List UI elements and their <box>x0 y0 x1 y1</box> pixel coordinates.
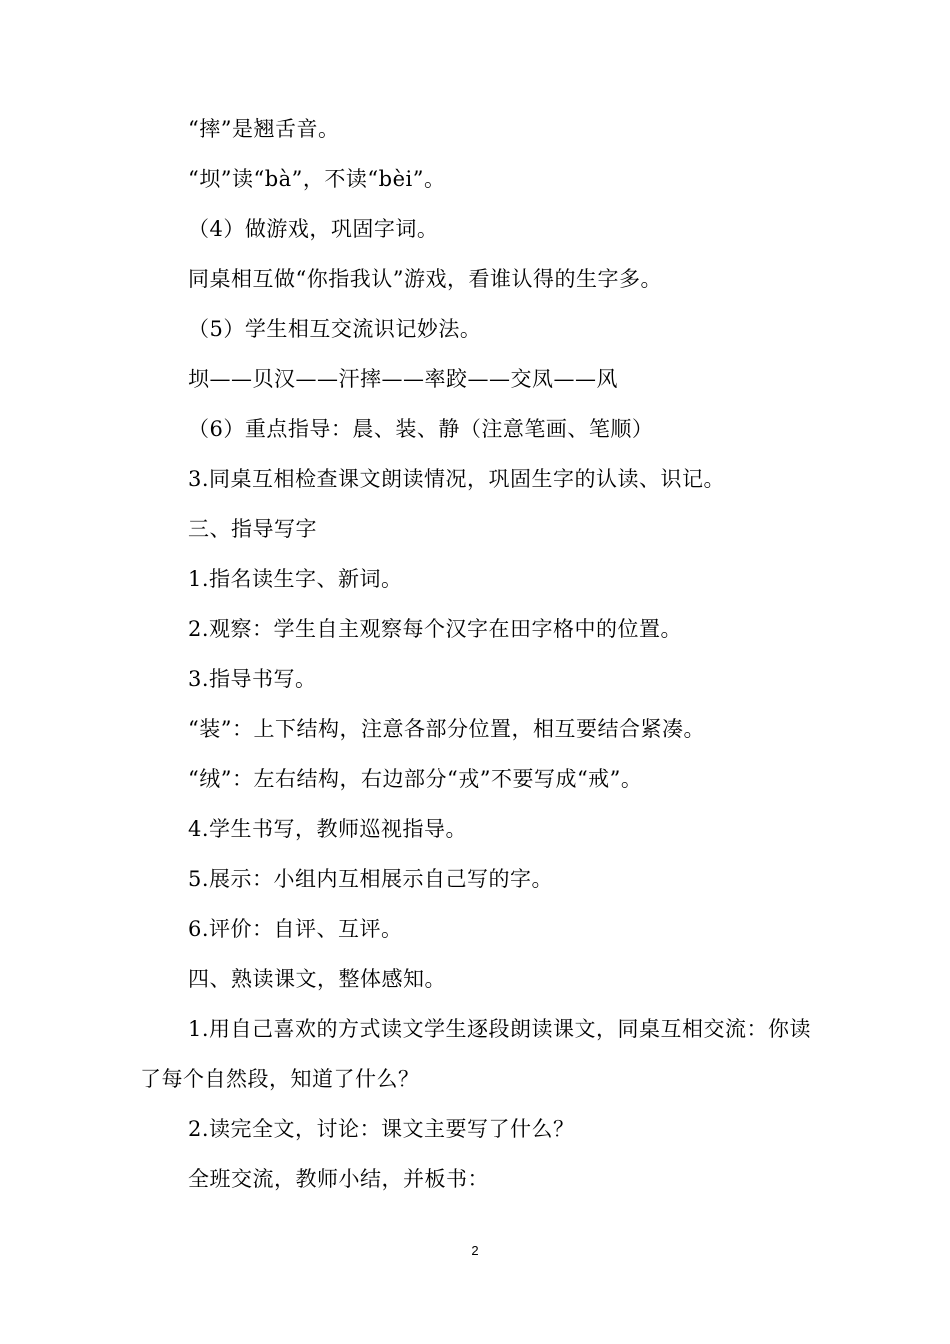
paragraph-20: 2.读完全文，讨论：课文主要写了什么？ <box>188 1117 575 1141</box>
paragraph-12: 3.指导书写。 <box>188 667 317 691</box>
paragraph-1: “摔”是翘舌音。 <box>188 117 340 141</box>
paragraph-16: 5.展示：小组内互相展示自己写的字。 <box>188 867 554 891</box>
document-body <box>140 104 820 1204</box>
paragraph-11: 2.观察：学生自主观察每个汉字在田字格中的位置。 <box>188 617 683 641</box>
paragraph-5: （5）学生相互交流识记妙法。 <box>188 317 482 341</box>
paragraph-10: 1.指名读生字、新词。 <box>188 567 403 591</box>
page-number: 2 <box>471 1243 479 1258</box>
paragraph-14: “绒”：左右结构，右边部分“戎”不要写成“戒”。 <box>188 767 643 791</box>
paragraph-2: “坝”读“bà”，不读“bèi”。 <box>188 167 446 191</box>
paragraph-3: （4）做游戏，巩固字词。 <box>188 217 439 241</box>
paragraph-6: 坝——贝汉——汗摔——率跤——交凤——风 <box>188 367 618 391</box>
paragraph-7: （6）重点指导：晨、装、静（注意笔画、笔顺） <box>188 417 654 441</box>
section-heading-4: 四、熟读课文，整体感知。 <box>188 967 446 991</box>
section-heading-3: 三、指导写字 <box>188 517 317 541</box>
paragraph-21: 全班交流，教师小结，并板书： <box>188 1167 489 1191</box>
paragraph-4: 同桌相互做“你指我认”游戏，看谁认得的生字多。 <box>188 267 662 291</box>
paragraph-13: “装”：上下结构，注意各部分位置，相互要结合紧凑。 <box>188 717 705 741</box>
paragraph-17: 6.评价：自评、互评。 <box>188 917 403 941</box>
paragraph-15: 4.学生书写，教师巡视指导。 <box>188 817 468 841</box>
paragraph-8: 3.同桌互相检查课文朗读情况，巩固生字的认读、识记。 <box>188 467 726 491</box>
paragraph-19: 1.用自己喜欢的方式读文学生逐段朗读课文，同桌互相交流：你读了每个自然段，知道了什么？ <box>140 1017 812 1091</box>
